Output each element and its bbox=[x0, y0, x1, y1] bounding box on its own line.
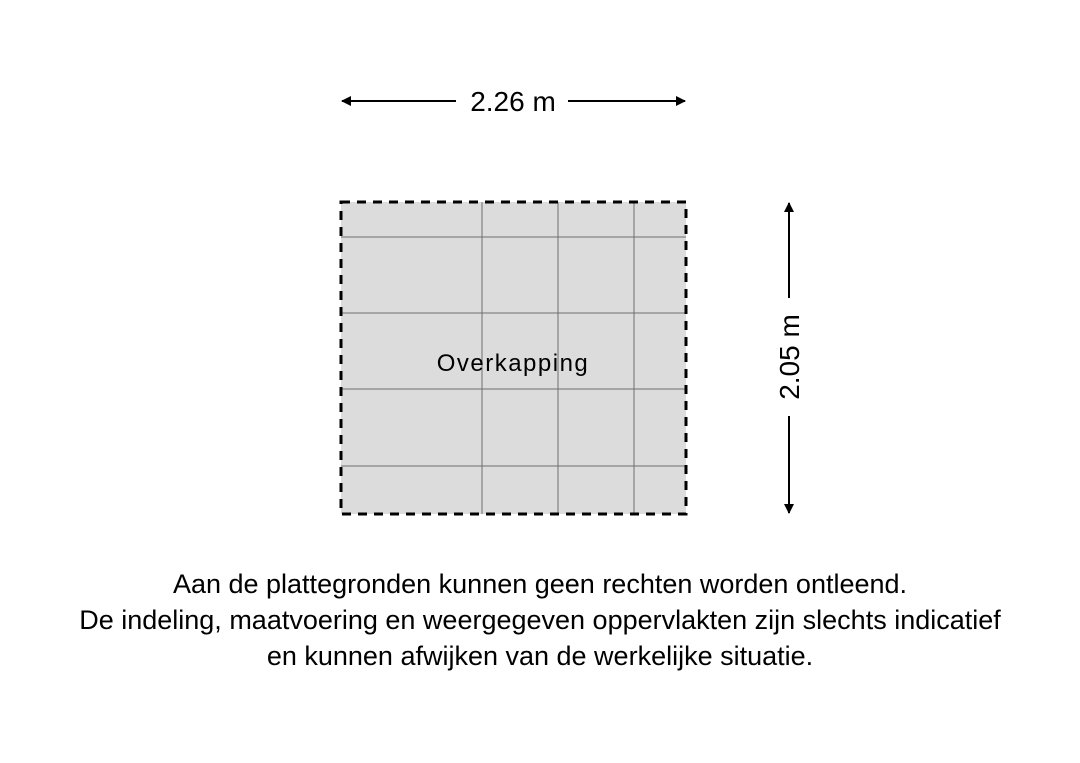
depth-dimension bbox=[774, 203, 805, 513]
disclaimer-line-1: Aan de plattegronden kunnen geen rechten worden ontleend. bbox=[172, 569, 908, 599]
disclaimer-line-3: en kunnen afwijken van de werkelijke situatie. bbox=[266, 641, 814, 671]
disclaimer-line-2: De indeling, maatvoering en weergegeven oppervlakten zijn slechts indicatief bbox=[79, 605, 1001, 635]
disclaimer-text bbox=[0, 566, 1080, 674]
room-label: Overkapping bbox=[436, 350, 590, 377]
room-overkapping bbox=[341, 202, 686, 514]
width-dimension bbox=[342, 86, 685, 117]
width-label: 2.26 m bbox=[470, 86, 556, 117]
depth-label: 2.05 m bbox=[774, 314, 805, 400]
